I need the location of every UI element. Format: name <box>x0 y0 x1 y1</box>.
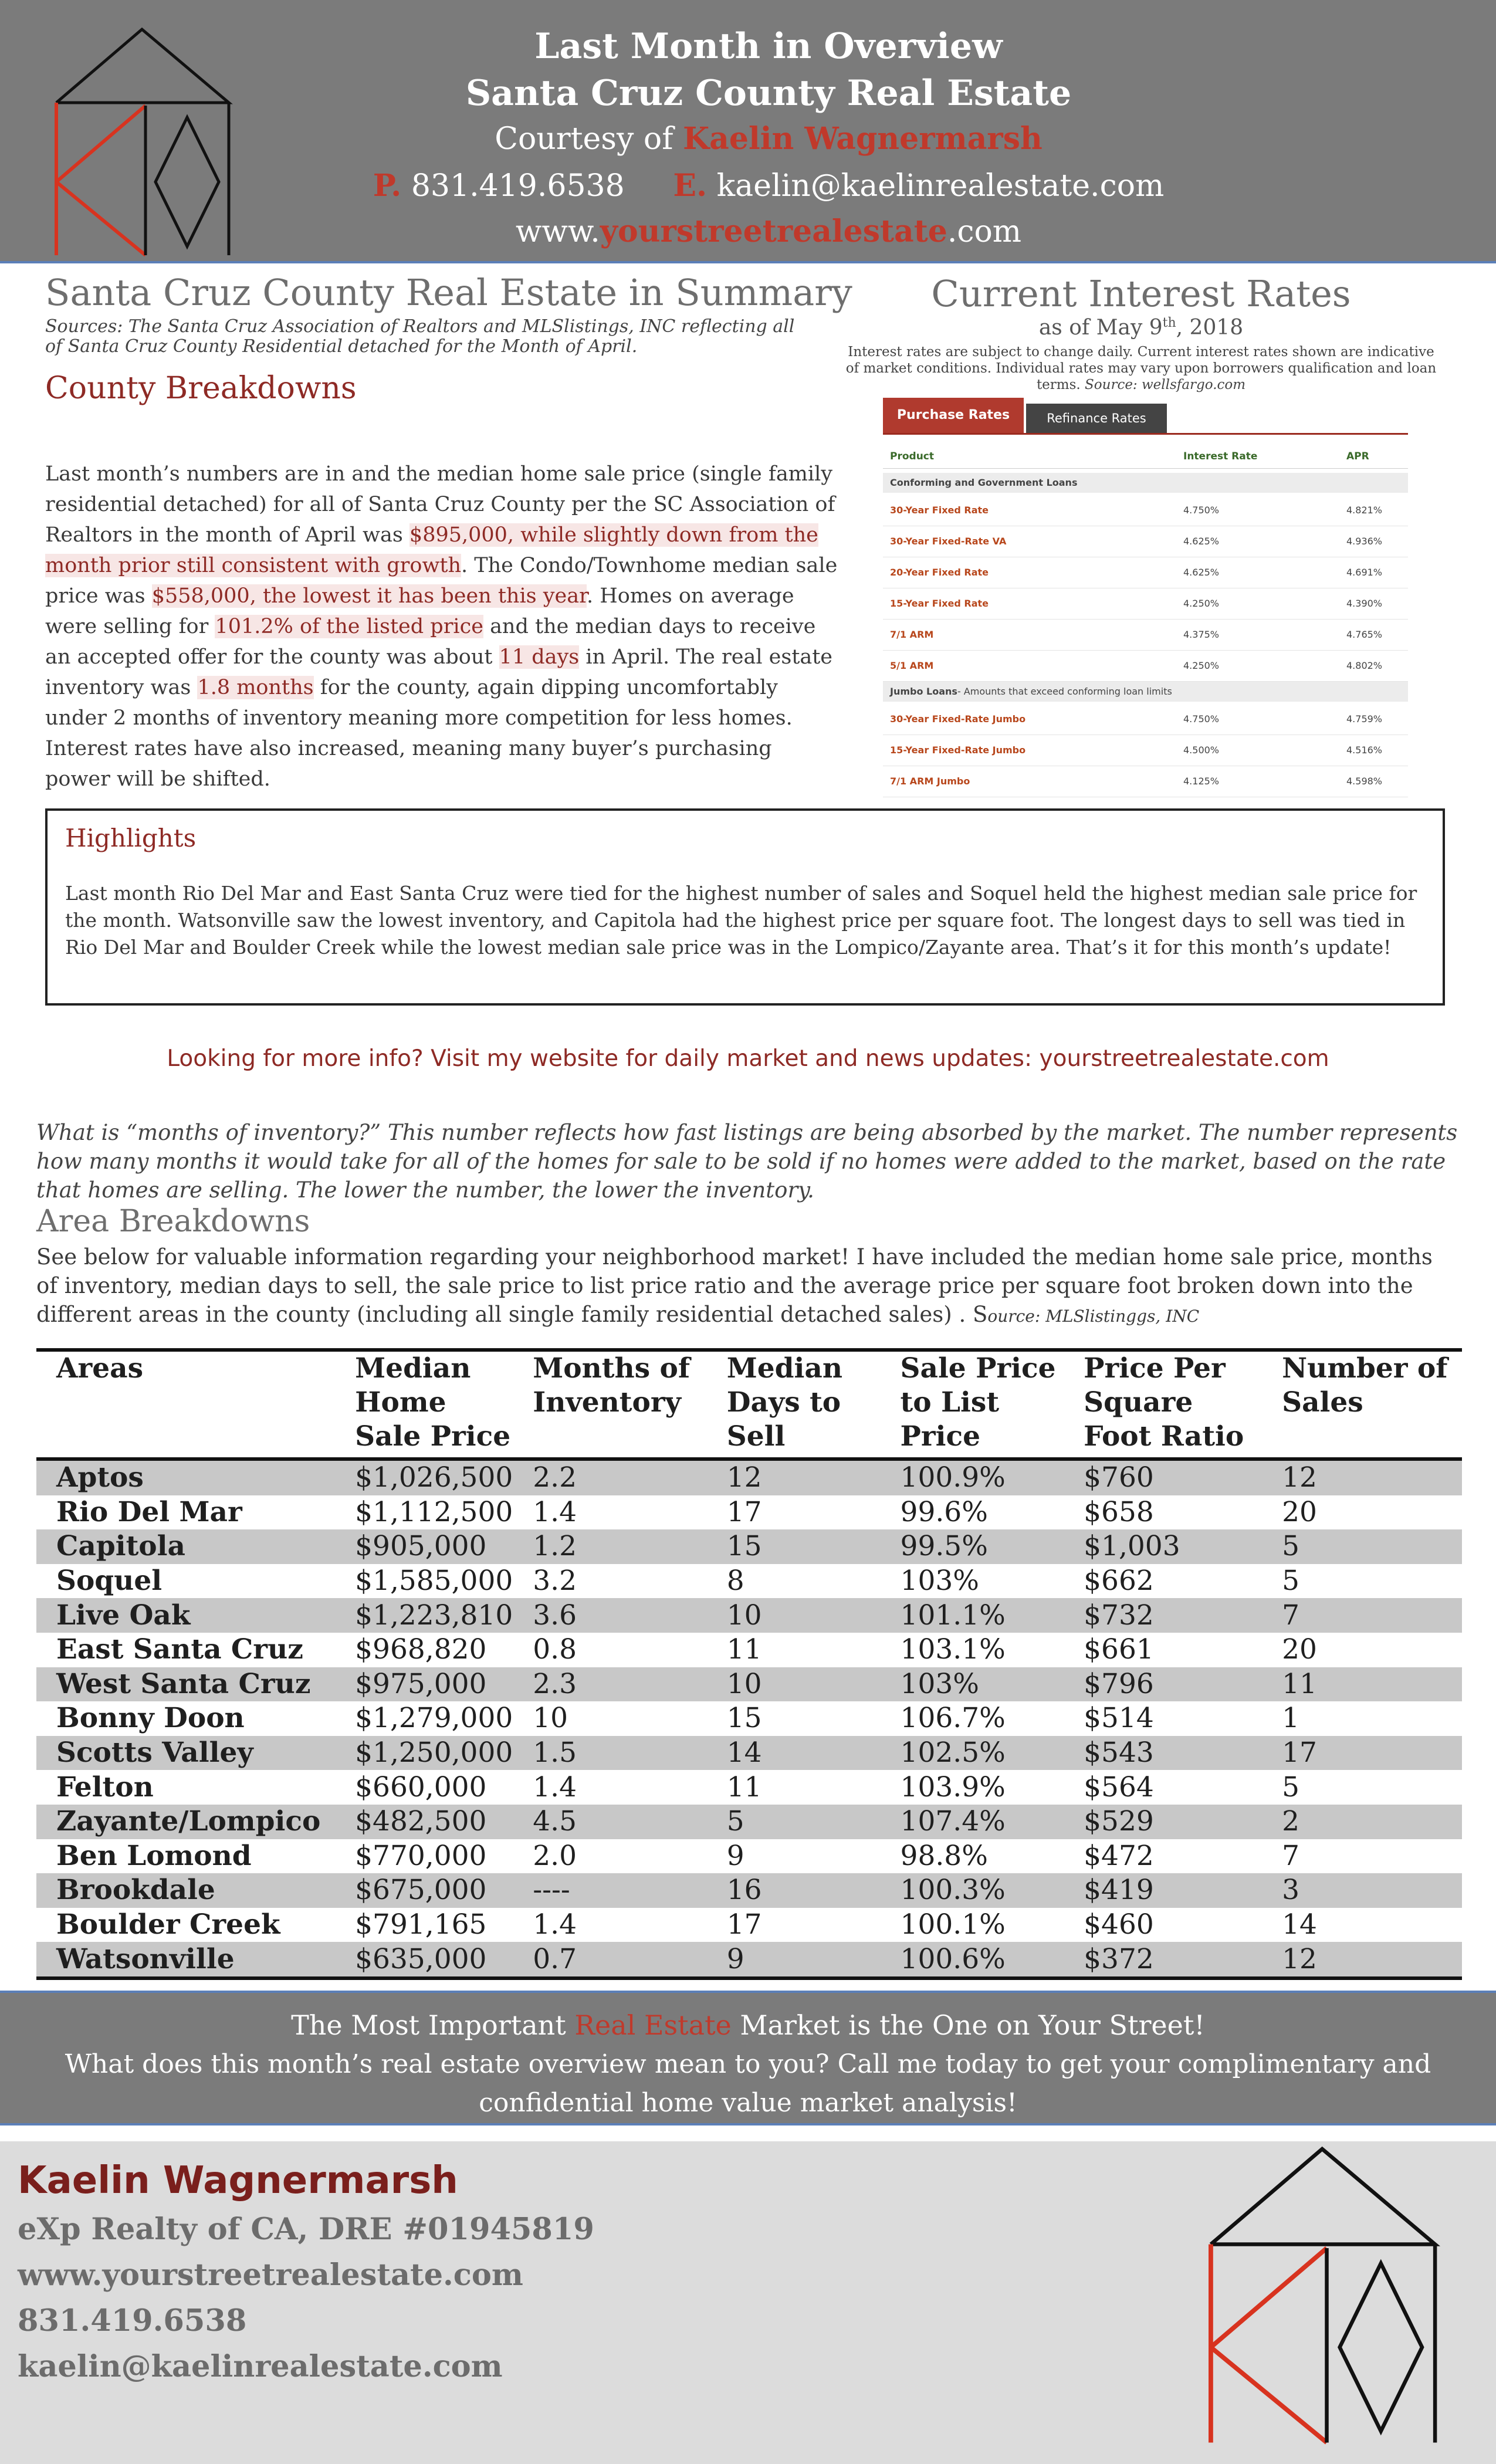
asof-sup: th <box>1162 316 1176 330</box>
rate-row[interactable] <box>883 651 1408 682</box>
rate-value: 4.625% <box>1183 536 1220 547</box>
group-conforming <box>883 473 1408 493</box>
header-contact <box>364 168 1173 204</box>
table-cell: $635,000 <box>335 1942 513 1978</box>
rate-value: 4.750% <box>1183 713 1220 725</box>
table-cell: $660,000 <box>355 1771 487 1803</box>
col-price-per-sqft: Price Per Square Foot Ratio <box>1064 1350 1262 1459</box>
table-cell: $732 <box>1064 1598 1262 1633</box>
area-name: Live Oak <box>36 1598 335 1633</box>
table-cell: $482,500 <box>335 1805 513 1839</box>
table-cell: $514 <box>1084 1702 1154 1735</box>
table-row <box>36 1701 1462 1736</box>
table-cell: $460 <box>1084 1908 1154 1941</box>
para-part: and the median days to receive an accepted offer for the county was about <box>45 615 816 669</box>
cta-line-3: confidential home value market analysis! <box>479 2088 1017 2118</box>
table-cell: 103.1% <box>900 1633 1006 1666</box>
table-cell: 107.4% <box>881 1805 1064 1839</box>
rate-apr: 4.691% <box>1346 567 1383 578</box>
area-source: ource: MLSlistinggs, INC <box>987 1307 1200 1326</box>
col-median-price: Median Home Sale Price <box>335 1350 513 1459</box>
table-cell: 10 <box>707 1667 881 1702</box>
table-cell: $905,000 <box>335 1529 513 1564</box>
rates-asof <box>845 316 1437 340</box>
footer-email[interactable]: kaelin@kaelinrealestate.com <box>18 2349 503 2384</box>
table-cell: 14 <box>1282 1908 1317 1941</box>
highlights-text: Last month Rio Del Mar and East Santa Cruz were tied for the highest number of sales and Soquel held the highest median sale price for the month. Watsonville saw the lowest inventory, and Capitola had the highest price per square foot. The longest days to sell was tied in Rio Del Mar and Boulder Creek while the lowest median sale price was in the Lompico/Zayante area. That’s it for this month’s update! <box>65 882 1417 959</box>
area-name: Zayante/Lompico <box>36 1805 335 1839</box>
table-cell: 17 <box>726 1908 762 1941</box>
table-cell: 16 <box>707 1873 881 1908</box>
web-mid: yourstreetrealestate <box>600 214 947 249</box>
table-cell: 20 <box>1282 1633 1317 1666</box>
kw-logo-footer <box>1197 2141 1449 2446</box>
table-cell: 100.9% <box>881 1459 1064 1495</box>
table-cell: 15 <box>726 1702 762 1735</box>
table-cell: 8 <box>726 1565 744 1597</box>
table-cell: $1,112,500 <box>355 1495 513 1528</box>
web-prefix: www. <box>515 214 600 249</box>
asof-prefix: as of May 9 <box>1038 316 1163 340</box>
rate-row[interactable] <box>883 526 1408 557</box>
para-part: for the county, again dipping uncomfortably under 2 months of inventory meaning more competition for less homes. Interest rates have also increased, meaning many buyer’s purchasing power will be shifted. <box>45 676 793 791</box>
kw-logo <box>46 23 239 258</box>
table-cell: 103% <box>900 1565 979 1597</box>
table-cell: $760 <box>1064 1459 1262 1495</box>
area-name: Capitola <box>36 1529 335 1564</box>
disclaimer-text: Interest rates are subject to change daily. Current interest rates shown are indicative of market conditions. Individual rates may vary upon borrowers qualification and loan terms. <box>845 344 1437 392</box>
area-name: Ben Lomond <box>56 1839 252 1872</box>
table-cell: $770,000 <box>355 1839 487 1872</box>
rate-row[interactable] <box>883 735 1408 766</box>
header-phone[interactable]: 831.419.6538 <box>411 168 625 204</box>
area-table-body <box>36 1459 1462 1978</box>
rate-product: 5/1 ARM <box>890 660 934 671</box>
table-cell: 12 <box>1262 1942 1462 1978</box>
table-row <box>36 1805 1462 1839</box>
table-cell: 3.6 <box>513 1598 707 1633</box>
table-cell: 11 <box>726 1771 762 1803</box>
table-cell: 99.6% <box>900 1495 988 1528</box>
area-table <box>36 1348 1462 1980</box>
footer-brokerage: eXp Realty of CA, DRE #01945819 <box>18 2212 594 2247</box>
rate-apr: 4.759% <box>1346 713 1383 725</box>
header-subtitle: Santa Cruz County Real Estate <box>465 73 1072 114</box>
cta-line1-a: The Most Important <box>291 2009 575 2041</box>
area-name: Aptos <box>36 1459 335 1495</box>
table-cell: 14 <box>707 1736 881 1771</box>
table-cell: 1.2 <box>513 1529 707 1564</box>
summary-title: Santa Cruz County Real Estate in Summary <box>45 271 852 314</box>
table-cell: $419 <box>1064 1873 1262 1908</box>
table-cell: 100.1% <box>900 1908 1006 1941</box>
rate-apr: 4.516% <box>1346 744 1383 756</box>
area-name: East Santa Cruz <box>56 1633 303 1666</box>
table-cell: $796 <box>1064 1667 1262 1702</box>
rate-apr: 4.802% <box>1346 660 1383 671</box>
table-row <box>36 1495 1462 1530</box>
phone-label: P. <box>373 168 402 204</box>
area-name: Rio Del Mar <box>56 1495 242 1528</box>
footer-name: Kaelin Wagnermarsh <box>18 2159 458 2202</box>
rate-value: 4.250% <box>1183 598 1220 609</box>
tab-purchase-rates[interactable]: Purchase Rates <box>883 398 1024 433</box>
table-cell: $1,003 <box>1064 1529 1262 1564</box>
asof-suffix: , 2018 <box>1176 316 1244 340</box>
highlights-heading: Highlights <box>65 824 197 852</box>
inventory-note: What is “months of inventory?” This number reflects how fast listings are being absorbed by the market. The number represents how many months it would take for all of the homes for sale to be sold if no homes were added to the market, based on the rate that homes are selling. The lower the number, the lower the inventory. <box>36 1120 1458 1203</box>
table-cell: $658 <box>1084 1495 1154 1528</box>
table-row <box>36 1529 1462 1564</box>
rate-product: 20-Year Fixed Rate <box>890 567 989 578</box>
condo-price-highlight: $558,000, the lowest it has been this year <box>151 584 587 608</box>
table-cell: 17 <box>1262 1736 1462 1771</box>
area-name: West Santa Cruz <box>36 1667 335 1702</box>
para-part: Last month’s numbers are in and the median home sale price (single family residential detached) for all of Santa Cruz County per the SC Association of Realtors in the month of April was <box>45 462 835 547</box>
rate-product: 30-Year Fixed-Rate Jumbo <box>890 713 1026 725</box>
table-cell: 3.2 <box>533 1565 577 1597</box>
cta-line1-c: Market is the One on Your Street! <box>731 2009 1205 2041</box>
table-cell: 11 <box>726 1633 762 1666</box>
table-row <box>36 1873 1462 1908</box>
table-cell: 2.2 <box>513 1459 707 1495</box>
rate-product: 30-Year Fixed Rate <box>890 505 989 516</box>
col-product: Product <box>890 451 934 462</box>
area-name: Scotts Valley <box>36 1736 335 1771</box>
footer-phone[interactable]: 831.419.6538 <box>18 2303 247 2338</box>
cta-line1-b: Real Estate <box>574 2009 732 2041</box>
table-cell: $661 <box>1084 1633 1154 1666</box>
table-cell: 9 <box>726 1839 744 1872</box>
table-cell: 20 <box>1282 1495 1317 1528</box>
table-cell: $1,279,000 <box>355 1702 513 1735</box>
rate-row[interactable] <box>883 495 1408 526</box>
rate-product: 30-Year Fixed-Rate VA <box>890 536 1007 547</box>
table-cell: 0.7 <box>513 1942 707 1978</box>
courtesy-prefix: Courtesy of <box>495 121 683 157</box>
courtesy-name[interactable]: Kaelin Wagnermarsh <box>682 121 1043 157</box>
area-name: Watsonville <box>36 1942 335 1978</box>
table-row <box>36 1736 1462 1771</box>
rates-disclaimer <box>842 344 1440 393</box>
table-cell: $529 <box>1064 1805 1262 1839</box>
table-cell: 103% <box>881 1667 1064 1702</box>
table-header-row <box>36 1350 1462 1459</box>
rate-value: 4.250% <box>1183 660 1220 671</box>
group-jumbo-note: - Amounts that exceed conforming loan limits <box>957 686 1172 697</box>
rate-product: 7/1 ARM <box>890 629 934 640</box>
table-cell: $564 <box>1084 1771 1154 1803</box>
header-website[interactable] <box>364 214 1173 249</box>
rate-product: 15-Year Fixed Rate <box>890 598 989 609</box>
table-cell: $1,250,000 <box>335 1736 513 1771</box>
tab-refinance-rates[interactable]: Refinance Rates <box>1026 404 1167 433</box>
rates-widget <box>883 393 1408 804</box>
table-cell: $543 <box>1064 1736 1262 1771</box>
header-title: Last Month in Overview <box>534 26 1003 67</box>
table-cell: $472 <box>1084 1839 1154 1872</box>
table-cell: 2.3 <box>513 1667 707 1702</box>
area-name: Boulder Creek <box>56 1908 280 1941</box>
group-jumbo-label: Jumbo Loans <box>890 686 957 697</box>
area-intro-text: See below for valuable information regarding your neighborhood market! I have included the median home sale price, months of inventory, median days to sell, the sale price to list price ratio and the average price per square foot broken down into the different areas in the county (including all single family residential detached sales) . S <box>36 1244 1433 1327</box>
table-cell: 1.4 <box>533 1771 577 1803</box>
table-cell: 99.5% <box>881 1529 1064 1564</box>
table-cell: $372 <box>1064 1942 1262 1978</box>
table-row <box>36 1459 1462 1495</box>
table-cell: 7 <box>1282 1839 1300 1872</box>
table-cell: 3 <box>1262 1873 1462 1908</box>
rate-apr: 4.821% <box>1346 505 1383 516</box>
highlights-box <box>45 808 1445 1006</box>
group-jumbo <box>883 682 1408 702</box>
table-row <box>36 1667 1462 1702</box>
table-row <box>36 1633 1462 1667</box>
table-row <box>36 1942 1462 1978</box>
table-row <box>36 1839 1462 1874</box>
summary-sources: Sources: The Santa Cruz Association of Realtors and MLSlistings, INC reflecting all of Santa Cruz County Residential detached for the Month of April. <box>45 316 795 357</box>
area-name: Brookdale <box>36 1873 335 1908</box>
county-breakdowns-heading: County Breakdowns <box>45 371 357 406</box>
col-number-sales: Number of Sales <box>1262 1350 1462 1459</box>
rate-value: 4.375% <box>1183 629 1220 640</box>
table-cell: 5 <box>1282 1565 1300 1597</box>
median-price-highlight: $895,000, while slightly down from the month prior still consistent with growth <box>45 523 818 577</box>
rates-title: Current Interest Rates <box>931 272 1351 315</box>
list-ratio-highlight: 101.2% of the listed price <box>215 615 483 638</box>
table-cell: 1.5 <box>513 1736 707 1771</box>
table-cell: 11 <box>1262 1667 1462 1702</box>
area-name: Bonny Doon <box>56 1702 245 1735</box>
footer <box>0 2141 1496 2464</box>
table-cell: 101.1% <box>881 1598 1064 1633</box>
rate-product: 7/1 ARM Jumbo <box>890 776 970 787</box>
table-cell: $662 <box>1084 1565 1154 1597</box>
col-apr: APR <box>1346 451 1369 462</box>
col-interest-rate: Interest Rate <box>1183 451 1258 462</box>
table-cell: 2 <box>1262 1805 1462 1839</box>
table-cell: 15 <box>707 1529 881 1564</box>
county-breakdown-paragraph <box>45 459 838 794</box>
rate-value: 4.750% <box>1183 505 1220 516</box>
col-sale-to-list: Sale Price to List Price <box>881 1350 1064 1459</box>
table-cell: 102.5% <box>881 1736 1064 1771</box>
header-courtesy <box>364 121 1173 157</box>
table-cell: 103.9% <box>900 1771 1006 1803</box>
table-cell: $975,000 <box>335 1667 513 1702</box>
table-cell: 7 <box>1262 1598 1462 1633</box>
table-cell: ---- <box>513 1873 707 1908</box>
para-part: . The Condo/Townhome median sale price was <box>45 554 838 608</box>
para-part: in April. The real estate inventory was <box>45 645 833 699</box>
header-divider <box>883 468 1408 469</box>
table-row <box>36 1564 1462 1599</box>
rate-apr: 4.765% <box>1346 629 1383 640</box>
header-email[interactable]: kaelin@kaelinrealestate.com <box>716 168 1165 204</box>
inventory-highlight: 1.8 months <box>197 676 314 699</box>
header-banner <box>0 0 1496 263</box>
table-cell: 100.6% <box>881 1942 1064 1978</box>
table-cell: $1,026,500 <box>335 1459 513 1495</box>
table-cell: 10 <box>707 1598 881 1633</box>
area-intro <box>36 1243 1444 1331</box>
rate-value: 4.500% <box>1183 744 1220 756</box>
cta-line-2: What does this month’s real estate overview mean to you? Call me today to get your complimentary and <box>65 2049 1431 2079</box>
table-cell: $968,820 <box>355 1633 487 1666</box>
table-cell: 5 <box>1262 1529 1462 1564</box>
table-cell: 12 <box>1262 1459 1462 1495</box>
table-cell: 5 <box>707 1805 881 1839</box>
table-row <box>36 1908 1462 1942</box>
table-row <box>36 1598 1462 1633</box>
para-part: . Homes on average were selling for <box>45 584 794 638</box>
table-cell: 17 <box>726 1495 762 1528</box>
rate-value: 4.625% <box>1183 567 1220 578</box>
rate-value: 4.125% <box>1183 776 1220 787</box>
table-cell: 106.7% <box>900 1702 1006 1735</box>
rates-source: Source: wellsfargo.com <box>1085 377 1246 392</box>
cta-banner <box>0 1991 1496 2125</box>
cta-line-1 <box>0 2009 1496 2041</box>
table-cell: 4.5 <box>513 1805 707 1839</box>
rate-row[interactable] <box>883 588 1408 620</box>
days-highlight: 11 days <box>499 645 580 669</box>
rate-row[interactable] <box>883 557 1408 588</box>
web-suffix: .com <box>947 214 1022 249</box>
area-name: Soquel <box>56 1565 163 1597</box>
col-months-inventory: Months of Inventory <box>513 1350 707 1459</box>
col-areas: Areas <box>36 1350 335 1459</box>
table-cell: $1,223,810 <box>335 1598 513 1633</box>
rate-product: 15-Year Fixed-Rate Jumbo <box>890 744 1026 756</box>
table-cell: $791,165 <box>355 1908 487 1941</box>
table-cell: 1.4 <box>533 1495 577 1528</box>
rate-row[interactable] <box>883 620 1408 651</box>
rates-tabs <box>883 398 1408 435</box>
rate-apr: 4.598% <box>1346 776 1383 787</box>
table-cell: 100.3% <box>881 1873 1064 1908</box>
table-cell: 1.4 <box>533 1908 577 1941</box>
table-cell: $1,585,000 <box>355 1565 513 1597</box>
table-cell: 0.8 <box>533 1633 577 1666</box>
area-breakdowns-heading: Area Breakdowns <box>36 1204 310 1239</box>
group-conforming-label: Conforming and Government Loans <box>890 477 1078 488</box>
table-cell: 12 <box>707 1459 881 1495</box>
table-cell: 1 <box>1282 1702 1300 1735</box>
table-cell: $675,000 <box>335 1873 513 1908</box>
area-name: Felton <box>56 1771 154 1803</box>
table-cell: 9 <box>707 1942 881 1978</box>
rate-apr: 4.390% <box>1346 598 1383 609</box>
col-median-days: Median Days to Sell <box>707 1350 881 1459</box>
rate-row[interactable] <box>883 704 1408 735</box>
table-cell: 2.0 <box>533 1839 577 1872</box>
more-info-link[interactable]: Looking for more info? Visit my website for daily market and news updates: yourstreetrealestate.com <box>167 1045 1329 1072</box>
rate-apr: 4.936% <box>1346 536 1383 547</box>
table-row <box>36 1770 1462 1805</box>
table-cell: 10 <box>533 1702 568 1735</box>
email-label: E. <box>673 168 708 204</box>
rate-row[interactable] <box>883 766 1408 797</box>
footer-website[interactable]: www.yourstreetrealestate.com <box>18 2257 523 2293</box>
table-cell: 98.8% <box>900 1839 988 1872</box>
table-cell: 5 <box>1282 1771 1300 1803</box>
